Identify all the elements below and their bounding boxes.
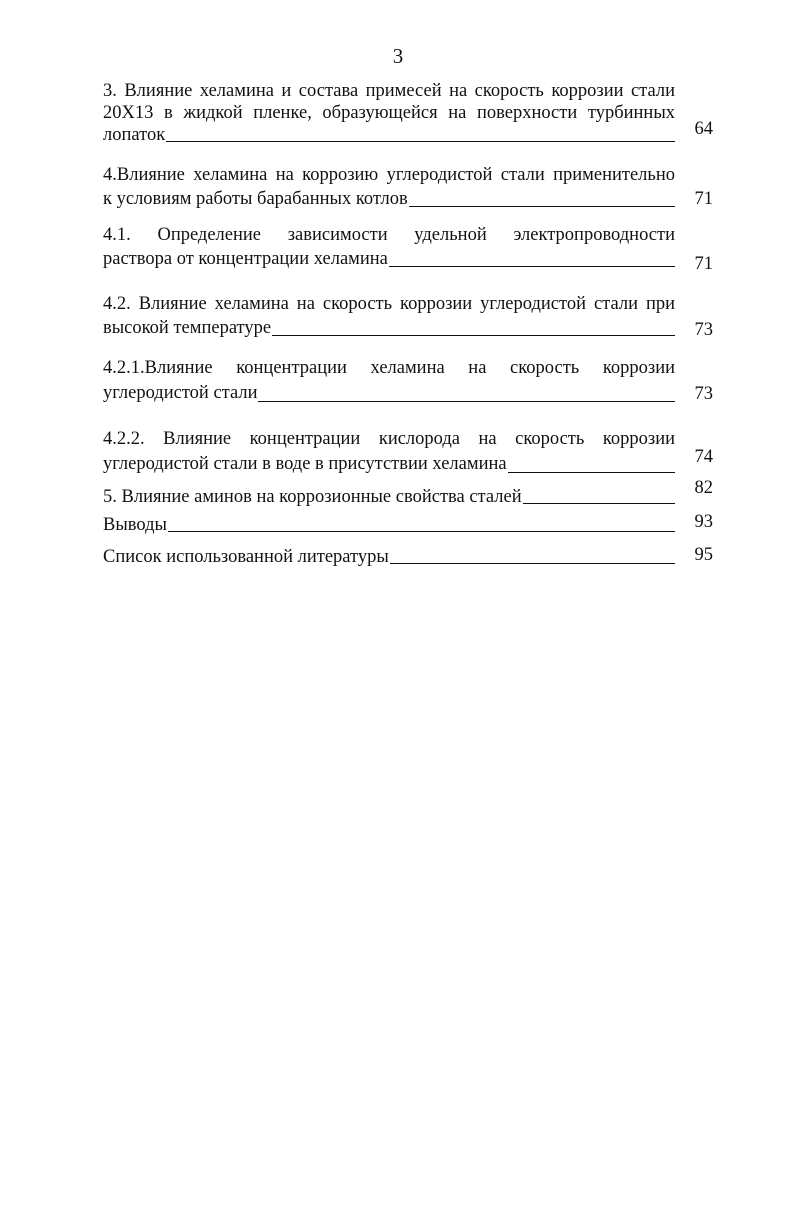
toc-entry-title: углеродистой стали в воде в присутствии хеламина: [103, 454, 507, 474]
toc-page-number: 82: [694, 478, 713, 498]
toc-entry: [103, 163, 713, 211]
toc-entry: [103, 80, 713, 146]
toc-entry-last-line: [103, 124, 675, 146]
toc-entry: [103, 223, 713, 271]
toc-entry-text-line: 4.2.2. Влияние концентрации кислорода на скорость коррозии: [103, 429, 675, 449]
toc-entry-last-line: [103, 486, 675, 508]
toc-entry-text-line: 4.2. Влияние хеламина на скорость коррозии углеродистой стали при: [103, 294, 675, 314]
toc-entry: [103, 514, 713, 536]
toc-leader-line: [258, 401, 675, 402]
toc-page-number: 73: [694, 384, 713, 404]
toc-entry-last-line: [103, 546, 675, 568]
toc-page-number: 71: [694, 254, 713, 274]
toc-leader-line: [168, 531, 675, 532]
toc-entry-title: к условиям работы барабанных котлов: [103, 189, 408, 209]
toc-entry-text-line: 4.Влияние хеламина на коррозию углеродистой стали применительно: [103, 165, 675, 185]
toc-entry-title: 5. Влияние аминов на коррозионные свойства сталей: [103, 487, 522, 507]
toc-entry-text-line: 4.2.1.Влияние концентрации хеламина на скорость коррозии: [103, 358, 675, 378]
toc-entry: [103, 546, 713, 568]
toc-entry: [103, 292, 713, 340]
toc-entry: [103, 356, 713, 406]
toc-page-number: 73: [694, 320, 713, 340]
toc-entry-text-line: 4.1. Определение зависимости удельной электропроводности: [103, 225, 675, 245]
toc-leader-line: [523, 503, 675, 504]
toc-entry-last-line: [103, 316, 675, 340]
toc-entry-last-line: [103, 514, 675, 536]
toc-entry: [103, 427, 713, 477]
toc-entry-text-line: 20Х13 в жидкой пленке, образующейся на поверхности турбинных: [103, 103, 675, 123]
toc-entry-text-line: 3. Влияние хеламина и состава примесей на скорость коррозии стали: [103, 81, 675, 101]
toc-leader-line: [409, 206, 675, 207]
toc-entry: [103, 486, 713, 508]
page-number: 3: [392, 44, 404, 68]
toc-entry-title: углеродистой стали: [103, 383, 258, 403]
toc-page-number: 64: [694, 119, 713, 139]
toc-entry-last-line: [103, 381, 675, 406]
toc-page-number: 95: [694, 545, 713, 565]
toc-leader-line: [389, 266, 675, 267]
toc-entry-last-line: [103, 247, 675, 271]
toc-entry-last-line: [103, 452, 675, 477]
toc-entry-title: лопаток: [103, 125, 166, 145]
toc-leader-line: [390, 563, 675, 564]
toc-leader-line: [166, 141, 675, 142]
toc-leader-line: [508, 472, 675, 473]
toc-page-number: 74: [694, 447, 713, 467]
toc-page-number: 93: [694, 512, 713, 532]
toc-leader-line: [272, 335, 675, 336]
toc-entry-title: Список использованной литературы: [103, 547, 389, 567]
toc-entry-title: Выводы: [103, 515, 167, 535]
toc-entry-title: раствора от концентрации хеламина: [103, 249, 388, 269]
toc-page-number: 71: [694, 189, 713, 209]
toc-entry-title: высокой температуре: [103, 318, 272, 338]
toc-entry-last-line: [103, 187, 675, 211]
